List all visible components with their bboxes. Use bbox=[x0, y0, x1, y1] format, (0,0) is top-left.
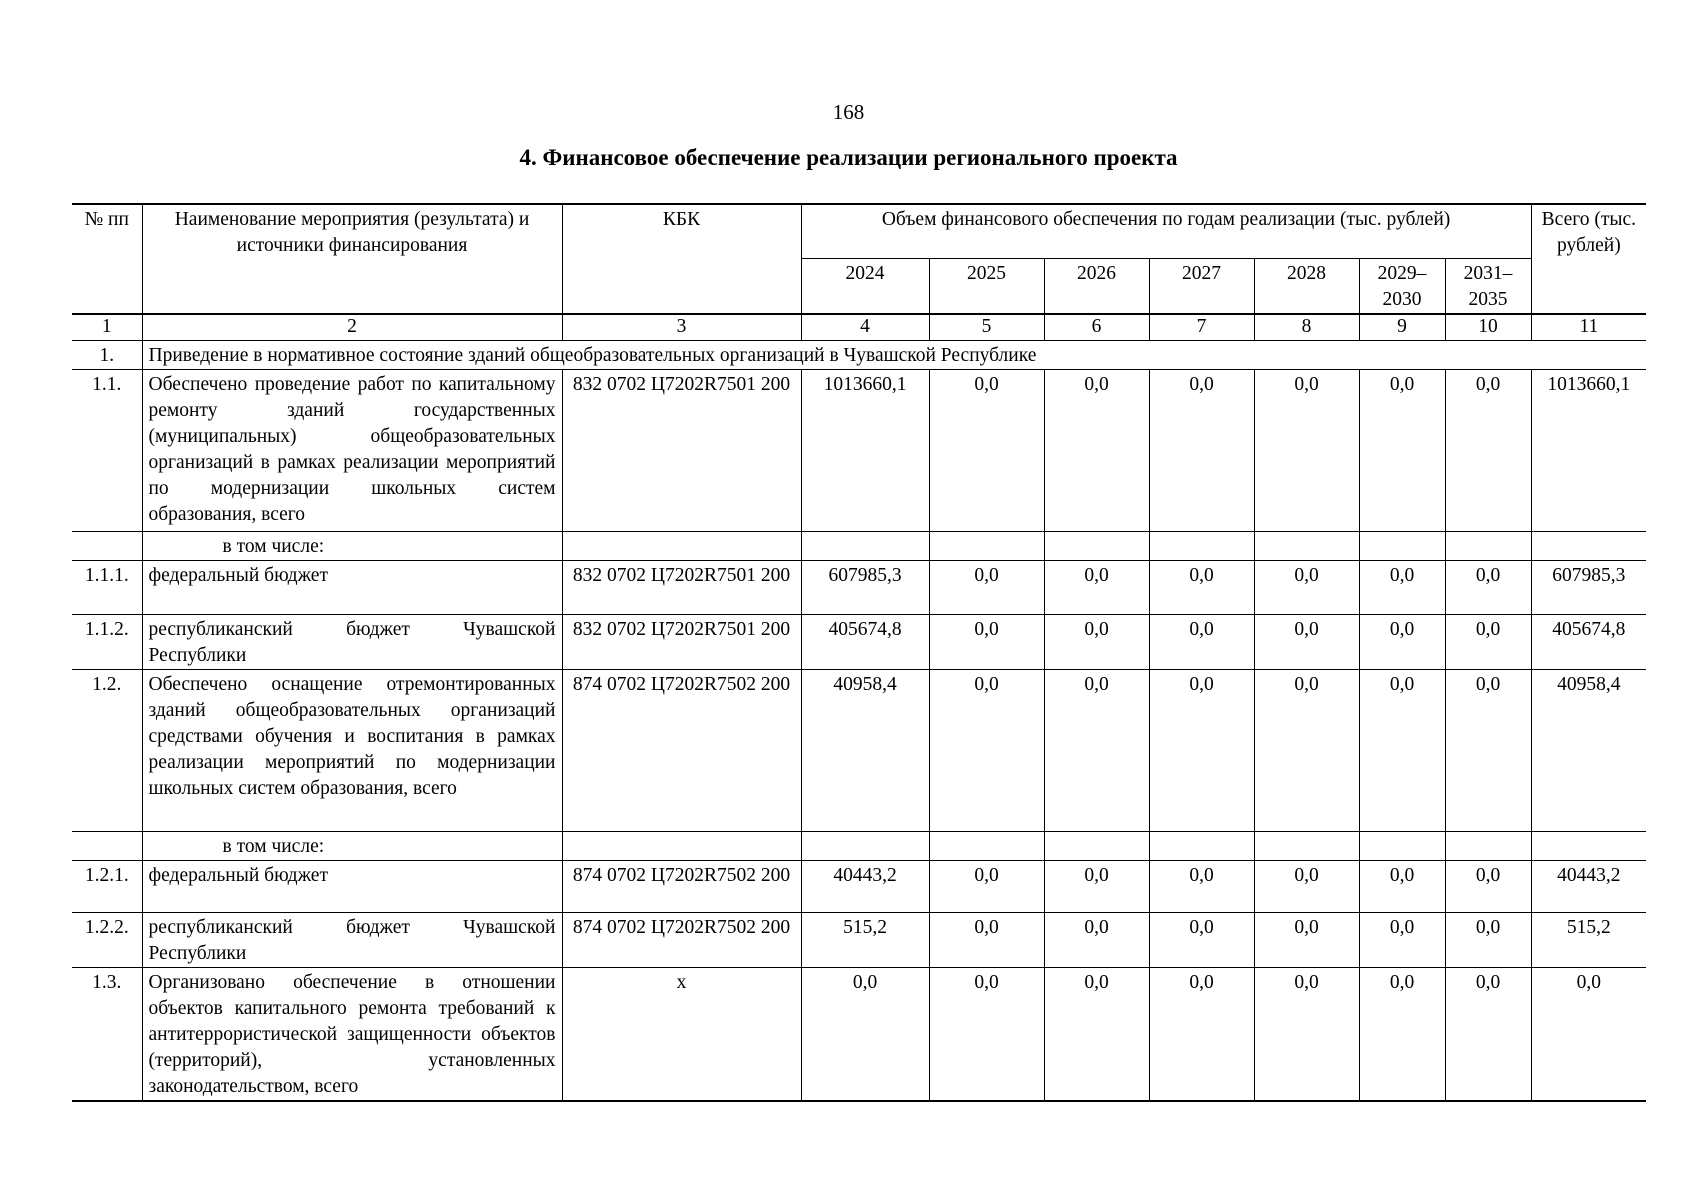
row-name: в том числе: bbox=[142, 531, 562, 560]
row-value: 0,0 bbox=[1445, 369, 1531, 531]
row-kbk: 874 0702 Ц7202R7502 200 bbox=[562, 669, 801, 831]
row-value: 0,0 bbox=[1359, 860, 1445, 912]
row-value: 0,0 bbox=[1044, 967, 1149, 1101]
row-name: Обеспечено оснащение отремонтированных зданий общеобразовательных организаций средствами обучения и воспитания в рамках реализации мероприятий по модернизации школьных систем образования, всего bbox=[142, 669, 562, 831]
header-year: 2027 bbox=[1149, 258, 1254, 314]
header-num: № пп bbox=[72, 204, 142, 314]
row-value: 405674,8 bbox=[801, 614, 929, 669]
row-value bbox=[1149, 831, 1254, 860]
row-value: 0,0 bbox=[1445, 912, 1531, 967]
column-number: 5 bbox=[929, 314, 1044, 340]
row-value: 0,0 bbox=[1044, 560, 1149, 614]
column-number: 7 bbox=[1149, 314, 1254, 340]
row-total bbox=[1531, 831, 1646, 860]
table-row bbox=[72, 967, 1646, 1101]
row-value: 0,0 bbox=[929, 860, 1044, 912]
row-value: 0,0 bbox=[1359, 560, 1445, 614]
row-value: 0,0 bbox=[1254, 669, 1359, 831]
row-value bbox=[1445, 531, 1531, 560]
row-value: 0,0 bbox=[1445, 614, 1531, 669]
row-total: 40443,2 bbox=[1531, 860, 1646, 912]
row-value bbox=[929, 531, 1044, 560]
row-value: 0,0 bbox=[1445, 967, 1531, 1101]
table-row bbox=[72, 831, 1646, 860]
row-total: 405674,8 bbox=[1531, 614, 1646, 669]
header-total: Всего (тыс. рублей) bbox=[1531, 204, 1646, 314]
row-kbk: 832 0702 Ц7202R7501 200 bbox=[562, 369, 801, 531]
row-value: 0,0 bbox=[929, 560, 1044, 614]
row-value: 0,0 bbox=[801, 967, 929, 1101]
row-kbk: x bbox=[562, 967, 801, 1101]
row-kbk: 832 0702 Ц7202R7501 200 bbox=[562, 560, 801, 614]
row-value bbox=[801, 531, 929, 560]
row-value: 0,0 bbox=[929, 912, 1044, 967]
row-value: 0,0 bbox=[1445, 560, 1531, 614]
section-row bbox=[72, 340, 1646, 369]
row-value bbox=[1044, 831, 1149, 860]
row-num: 1.1. bbox=[72, 369, 142, 531]
row-value: 0,0 bbox=[1149, 369, 1254, 531]
table-row bbox=[72, 860, 1646, 912]
row-value: 0,0 bbox=[1044, 860, 1149, 912]
row-total: 1013660,1 bbox=[1531, 369, 1646, 531]
row-name: республиканский бюджет Чувашской Республики bbox=[142, 912, 562, 967]
row-value: 40443,2 bbox=[801, 860, 929, 912]
row-value: 0,0 bbox=[1149, 560, 1254, 614]
column-number: 8 bbox=[1254, 314, 1359, 340]
row-value: 515,2 bbox=[801, 912, 929, 967]
row-num bbox=[72, 831, 142, 860]
row-value: 607985,3 bbox=[801, 560, 929, 614]
row-name: в том числе: bbox=[142, 831, 562, 860]
column-number: 2 bbox=[142, 314, 562, 340]
column-number-row bbox=[72, 314, 1646, 340]
row-value: 0,0 bbox=[1359, 912, 1445, 967]
row-value: 0,0 bbox=[1254, 614, 1359, 669]
row-total: 0,0 bbox=[1531, 967, 1646, 1101]
row-value: 0,0 bbox=[1359, 369, 1445, 531]
header-year: 2028 bbox=[1254, 258, 1359, 314]
section-name: Приведение в нормативное состояние зданий общеобразовательных организаций в Чувашской Республике bbox=[142, 340, 1646, 369]
row-value bbox=[1254, 831, 1359, 860]
row-value: 0,0 bbox=[1149, 669, 1254, 831]
row-value: 0,0 bbox=[1044, 669, 1149, 831]
header-year: 2026 bbox=[1044, 258, 1149, 314]
row-value: 0,0 bbox=[929, 614, 1044, 669]
data-rows bbox=[72, 369, 1646, 1101]
row-value: 0,0 bbox=[1044, 369, 1149, 531]
table-row bbox=[72, 912, 1646, 967]
row-value: 0,0 bbox=[929, 669, 1044, 831]
row-value: 0,0 bbox=[1254, 967, 1359, 1101]
row-value: 0,0 bbox=[1149, 614, 1254, 669]
row-num: 1.2. bbox=[72, 669, 142, 831]
table-row bbox=[72, 369, 1646, 531]
row-total bbox=[1531, 531, 1646, 560]
row-value: 0,0 bbox=[929, 967, 1044, 1101]
row-kbk: 832 0702 Ц7202R7501 200 bbox=[562, 614, 801, 669]
row-value bbox=[929, 831, 1044, 860]
row-kbk: 874 0702 Ц7202R7502 200 bbox=[562, 860, 801, 912]
row-total: 40958,4 bbox=[1531, 669, 1646, 831]
row-value: 1013660,1 bbox=[801, 369, 929, 531]
header-year: 2031–2035 bbox=[1445, 258, 1531, 314]
row-kbk: 874 0702 Ц7202R7502 200 bbox=[562, 912, 801, 967]
column-number: 6 bbox=[1044, 314, 1149, 340]
table-row bbox=[72, 614, 1646, 669]
page-title: 4. Финансовое обеспечение реализации регионального проекта bbox=[519, 145, 1178, 170]
header-year: 2025 bbox=[929, 258, 1044, 314]
table-row bbox=[72, 531, 1646, 560]
row-value bbox=[1149, 531, 1254, 560]
row-value bbox=[1359, 531, 1445, 560]
row-value: 0,0 bbox=[1254, 912, 1359, 967]
section-num: 1. bbox=[72, 340, 142, 369]
row-num: 1.1.2. bbox=[72, 614, 142, 669]
row-total: 515,2 bbox=[1531, 912, 1646, 967]
row-value bbox=[1359, 831, 1445, 860]
row-value bbox=[801, 831, 929, 860]
column-number: 4 bbox=[801, 314, 929, 340]
row-value: 40958,4 bbox=[801, 669, 929, 831]
header-volume: Объем финансового обеспечения по годам реализации (тыс. рублей) bbox=[801, 204, 1531, 258]
row-value: 0,0 bbox=[1149, 860, 1254, 912]
row-kbk bbox=[562, 531, 801, 560]
row-num: 1.2.1. bbox=[72, 860, 142, 912]
row-num: 1.3. bbox=[72, 967, 142, 1101]
row-name: федеральный бюджет bbox=[142, 560, 562, 614]
row-name: федеральный бюджет bbox=[142, 860, 562, 912]
row-num: 1.2.2. bbox=[72, 912, 142, 967]
row-value bbox=[1445, 831, 1531, 860]
row-num bbox=[72, 531, 142, 560]
row-value: 0,0 bbox=[1359, 967, 1445, 1101]
column-number: 9 bbox=[1359, 314, 1445, 340]
column-number: 3 bbox=[562, 314, 801, 340]
column-number: 1 bbox=[72, 314, 142, 340]
row-value: 0,0 bbox=[1149, 912, 1254, 967]
header-year: 2029–2030 bbox=[1359, 258, 1445, 314]
row-name: республиканский бюджет Чувашской Республики bbox=[142, 614, 562, 669]
header-kbk: КБК bbox=[562, 204, 801, 314]
table-row bbox=[72, 669, 1646, 831]
row-value: 0,0 bbox=[1044, 614, 1149, 669]
row-value: 0,0 bbox=[1254, 369, 1359, 531]
row-value: 0,0 bbox=[1149, 967, 1254, 1101]
row-value bbox=[1044, 531, 1149, 560]
header-year: 2024 bbox=[801, 258, 929, 314]
header-row bbox=[72, 204, 1646, 258]
row-value: 0,0 bbox=[1445, 669, 1531, 831]
row-num: 1.1.1. bbox=[72, 560, 142, 614]
row-name: Организовано обеспечение в отношении объектов капитального ремонта требований к антитеррористической защищенности объектов (территорий), установленных законодательством, всего bbox=[142, 967, 562, 1101]
row-name: Обеспечено проведение работ по капитальному ремонту зданий государственных (муниципальных) общеобразовательных организаций в рамках реализации мероприятий по модернизации школьных систем образования, всего bbox=[142, 369, 562, 531]
row-value: 0,0 bbox=[1359, 669, 1445, 831]
row-value: 0,0 bbox=[1445, 860, 1531, 912]
column-number: 10 bbox=[1445, 314, 1531, 340]
row-total: 607985,3 bbox=[1531, 560, 1646, 614]
row-value: 0,0 bbox=[1254, 560, 1359, 614]
row-kbk bbox=[562, 831, 801, 860]
table-row bbox=[72, 560, 1646, 614]
row-value: 0,0 bbox=[1254, 860, 1359, 912]
row-value: 0,0 bbox=[929, 369, 1044, 531]
page-number: 168 bbox=[832, 100, 865, 124]
row-value: 0,0 bbox=[1044, 912, 1149, 967]
row-value: 0,0 bbox=[1359, 614, 1445, 669]
row-value bbox=[1254, 531, 1359, 560]
column-number: 11 bbox=[1531, 314, 1646, 340]
header-name: Наименование мероприятия (результата) и источники финансирования bbox=[142, 204, 562, 314]
financing-table bbox=[72, 203, 1646, 1102]
